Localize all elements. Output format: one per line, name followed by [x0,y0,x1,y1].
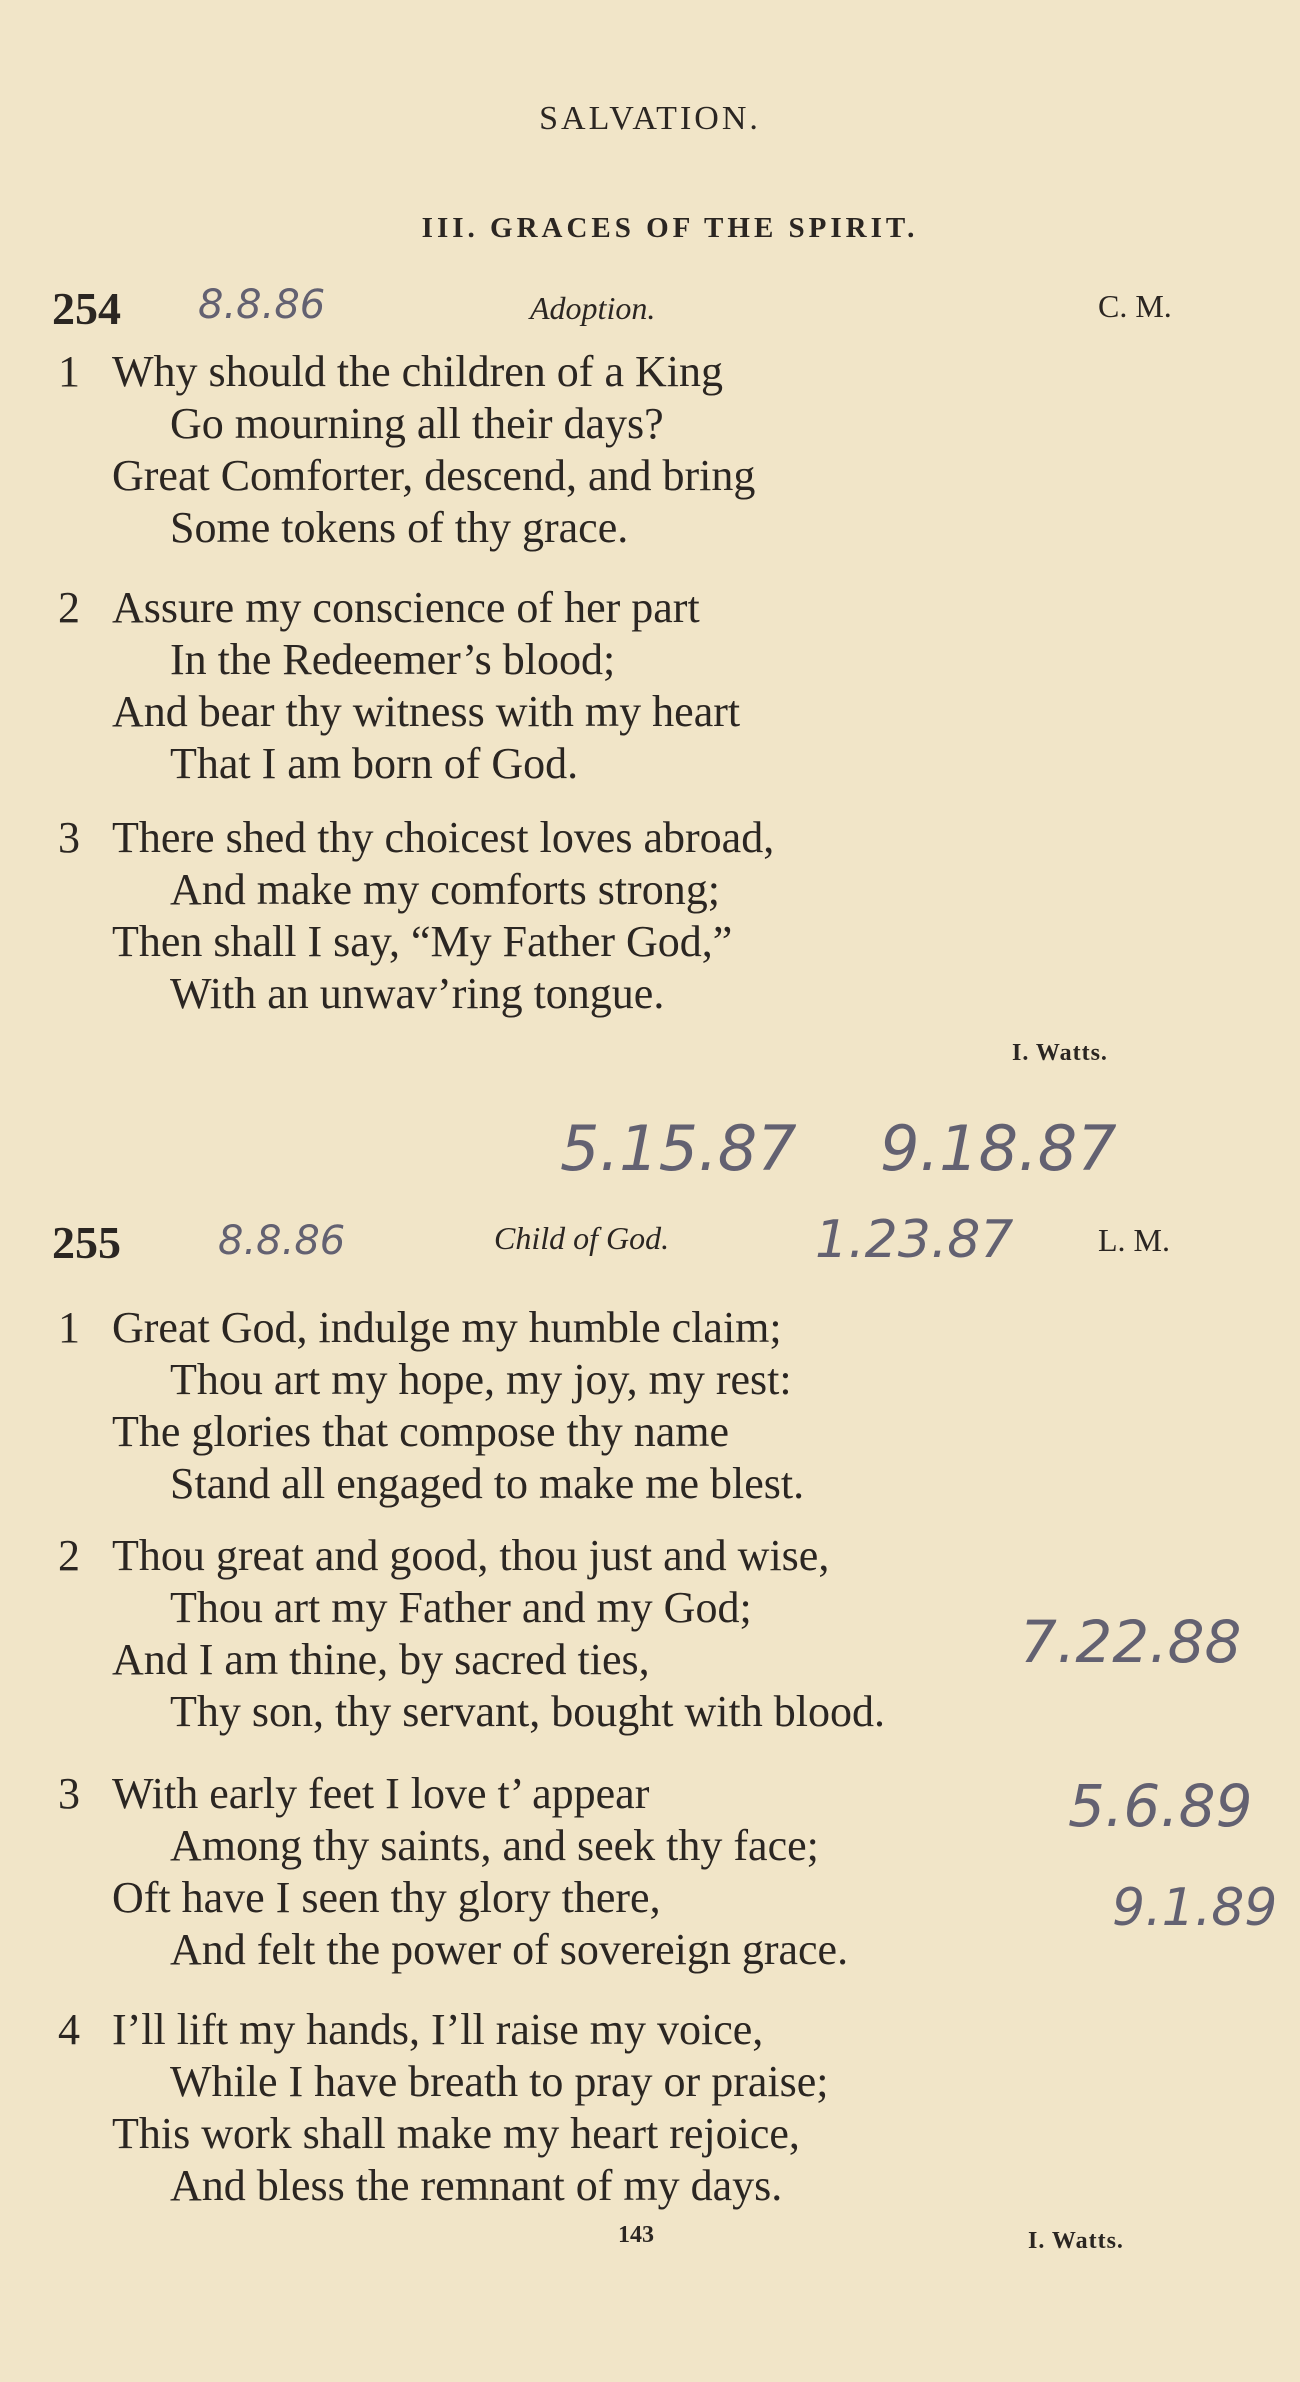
hymn-255-v2-line-4: Thy son, thy servant, bought with blood. [170,1687,885,1736]
hymn-255-v2-line-1: Thou great and good, thou just and wise, [112,1531,830,1580]
hymn-254-v1-line-3: Great Comforter, descend, and bring [112,451,756,500]
hymn-255-v4-line-2: While I have breath to pray or praise; [170,2057,829,2106]
hymn-254-v1-line-2: Go mourning all their days? [170,399,664,448]
handwritten-margin-date-3: 9.1.89 [1112,1878,1278,1938]
hymn-254-topic: Adoption. [530,290,656,326]
hymn-255-v4-line-1: I’ll lift my hands, I’ll raise my voice, [112,2005,764,2054]
hymn-254-handwritten-date: 8.8.86 [198,282,326,328]
hymn-255-verse-4-number: 4 [58,2005,80,2054]
hymn-254-v2-line-3: And bear thy witness with my heart [112,687,741,736]
hymn-254-v2-line-2: In the Redeemer’s blood; [170,635,616,684]
hymn-255-v3-line-1: With early feet I love t’ appear [112,1769,650,1818]
hymn-254-number: 254 [52,283,121,334]
hymn-255-v1-line-4: Stand all engaged to make me blest. [170,1459,805,1508]
handwritten-date-left: 5.15.87 [560,1112,797,1185]
section-heading: III. GRACES OF THE SPIRIT. [421,212,919,244]
handwritten-date-right: 9.18.87 [880,1112,1117,1185]
hymn-255-v1-line-2: Thou art my hope, my joy, my rest: [170,1355,792,1404]
hymn-254-v2-line-1: Assure my conscience of her part [112,583,700,632]
running-head: SALVATION. [539,100,761,137]
hymn-255-meter: L. M. [1098,1222,1170,1258]
hymn-255-v1-line-1: Great God, indulge my humble claim; [112,1303,782,1352]
hymn-255-handwritten-date: 8.8.86 [218,1218,346,1264]
hymn-254-v1-line-4: Some tokens of thy grace. [170,503,629,552]
hymn-254-author: I. Watts. [1012,1040,1108,1066]
hymn-254-verse-1-number: 1 [58,347,80,396]
hymn-254-v3-line-1: There shed thy choicest loves abroad, [112,813,775,862]
hymn-255-v4-line-3: This work shall make my heart rejoice, [112,2109,800,2158]
hymn-255-v2-line-3: And I am thine, by sacred ties, [112,1635,650,1684]
hymn-255-v2-line-2: Thou art my Father and my God; [170,1583,752,1632]
hymn-255-topic: Child of God. [494,1220,670,1256]
hymn-255-author: I. Watts. [1028,2228,1124,2254]
handwritten-margin-date-1: 7.22.88 [1020,1608,1242,1676]
hymn-254-v3-line-4: With an unwav’ring tongue. [170,969,665,1018]
hymn-255-verse-2-number: 2 [58,1531,80,1580]
hymn-255-handwritten-date-2: 1.23.87 [815,1210,1014,1270]
hymn-254-verse-3-number: 3 [58,813,80,862]
hymn-255-v3-line-4: And felt the power of sovereign grace. [170,1925,849,1974]
hymn-254-v3-line-3: Then shall I say, “My Father God,” [112,917,733,966]
hymn-255-v1-line-3: The glories that compose thy name [112,1407,730,1456]
hymn-255-verse-1-number: 1 [58,1303,80,1352]
hymn-255-v4-line-4: And bless the remnant of my days. [170,2161,783,2210]
handwritten-margin-date-2: 5.6.89 [1068,1772,1253,1840]
hymn-254-v2-line-4: That I am born of God. [170,739,579,788]
page-number: 143 [618,2222,654,2248]
hymn-254-v3-line-2: And make my comforts strong; [170,865,720,914]
hymn-255-v3-line-3: Oft have I seen thy glory there, [112,1873,661,1922]
hymn-255-verse-3-number: 3 [58,1769,80,1818]
hymn-254-meter: C. M. [1098,288,1172,324]
hymn-255-v3-line-2: Among thy saints, and seek thy face; [170,1821,819,1870]
hymn-255-number: 255 [52,1217,121,1268]
hymn-254-verse-2-number: 2 [58,583,80,632]
hymn-254-v1-line-1: Why should the children of a King [112,347,723,396]
